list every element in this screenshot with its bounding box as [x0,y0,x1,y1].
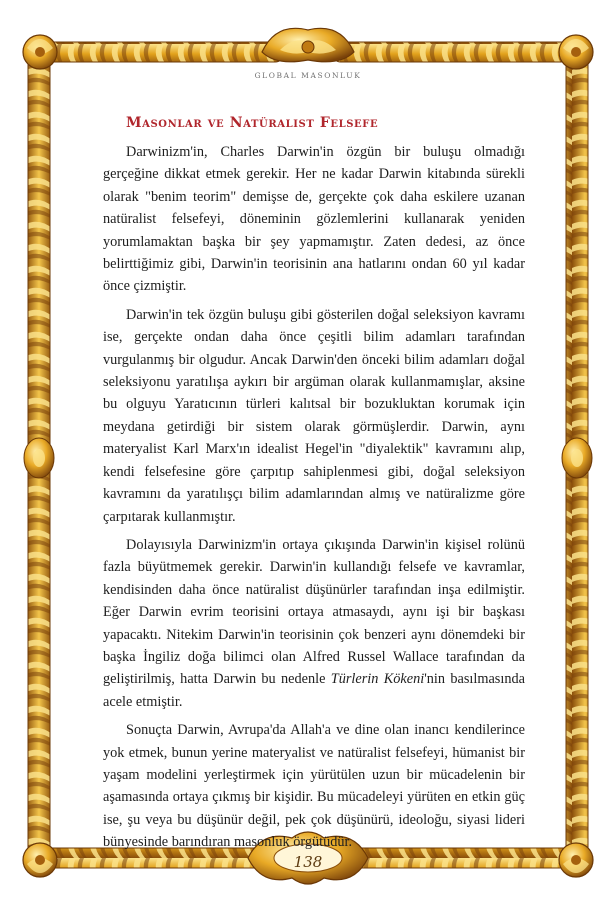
frame-corner-bottom-right [559,843,593,877]
running-head: GLOBAL MASONLUK [254,71,362,80]
frame-corner-top-right [559,35,593,69]
frame-corner-top-left [23,35,57,69]
frame-top-rail-right [332,42,572,62]
paragraph-text-after: 'nin basılmasında acele etmiştir. [103,671,525,710]
paragraph: Sonuçta Darwin, Avrupa'da Allah'a ve dine olan inancı kendilerince yok etmek, bunun yerine materyalist ve natüralist felsefeyi, hümanist bir yaşam modelini yerleştirmek için yürütülen uzun bir mücadelenin bir aşamasında ortaya çıkmış bir kişidir. Bu mücadeleyi yürüten en etkin güç ise, şu veya bu düşünür değil, pek çok düşünürü, ideoloğu, siyasi lideri bünyesinde barındıran masonluk örgütüdür. [103,722,525,851]
body-text [103,141,525,854]
frame-right-knot [562,438,592,478]
paragraph [103,534,525,713]
paragraph: Darwin'in tek özgün buluşu gibi gösterilen doğal seleksiyon kavramı ise, gerçekte ondan daha önce çeşitli bilim adamları tarafından vurgulanmış bir olgudur. Ancak Darwin'den önceki bilim adamları doğal seleksiyonu yaratılışa aykırı bir argüman olarak kullanmamışlar, aksine bu olguyu Yaratıcının türleri kalıtsal bir bozukluktan korumak için meydana getirdiği bir sistem olarak görmüşlerdir. Darwin, aynı materyalist Karl Marx'ın idealist Hegel'in "diyalektik" kavramını alıp, kendi felsefesine göre çarpıtıp sahiplenmesi gibi, doğal seleksiyon kavramını da yaratılışçı bilim adamlarından almış ve natüralizme göre çarpıtarak kullanmıştır. [103,306,525,525]
frame-corner-bottom-left [23,843,57,877]
page-number: 138 [293,853,323,871]
frame-top-cartouche [262,28,354,61]
frame-left-knot [24,438,54,478]
paragraph-text: Dolayısıyla Darwinizm'in ortaya çıkışında Darwin'in kişisel rolünü fazla büyütmemek gerekir. Darwin'in kullandığı felsefe ve kavramlar, kendisinden daha önce natüralist düşünürler tarafından inşa edilmiştir. Eğer Darwin evrim teorisini ortaya atmasaydı, aynı işi bir başkası yapacaktı. Nitekim Darwin'in teorisinin çok benzeri aynı dönemdeki bir başka İngiliz doğa bilimci olan Alfred Russel Wallace tarafından da geliştirilmiş, hatta Darwin bu nedenle [103,536,525,688]
section-title: Masonlar ve Natüralist Felsefe [126,115,379,131]
paragraph: Darwinizm'in, Charles Darwin'in özgün bir buluşu olmadığı gerçeğine dikkat etmek gerekir. Her ne kadar Darwin kitabında sürekli olarak "benim teorim" demişse de, gerçekte çok daha eskilere uzanan natüralist felsefeyi, döneminin gözlemlerini kullanarak yeniden yorumlamaktan başka bir şey yapmamıştır. Zaten dedesi, az önce belirttiğimiz gibi, Darwin'in teorisinin ana hatlarını ondan 60 yıl kadar önce çizmiştir. [103,144,525,295]
frame-top-rail-left [44,42,284,62]
book-title-italic: Türlerin Kökeni [330,671,425,688]
